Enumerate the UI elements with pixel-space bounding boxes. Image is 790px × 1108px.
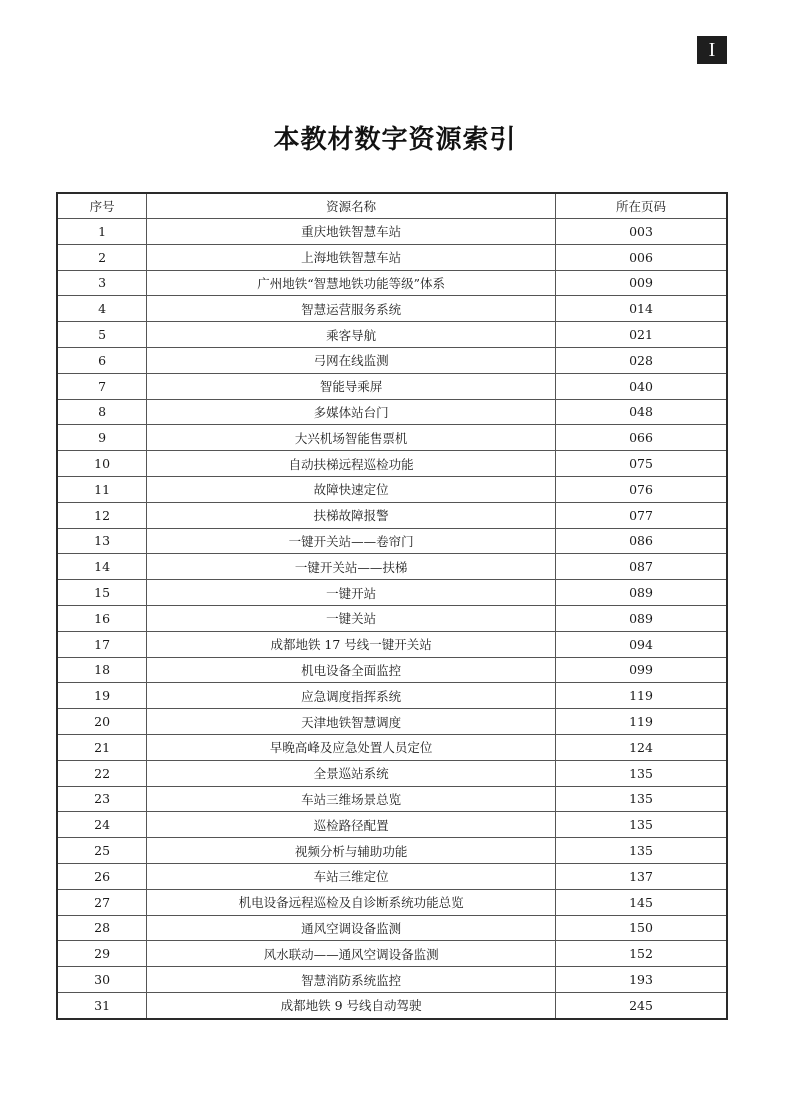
row-index: 18 <box>57 657 147 683</box>
row-page-number: 086 <box>555 528 727 554</box>
row-page-number: 066 <box>555 425 727 451</box>
row-resource-name: 风水联动——通风空调设备监测 <box>147 941 556 967</box>
row-index: 14 <box>57 554 147 580</box>
row-index: 12 <box>57 502 147 528</box>
table-row <box>57 244 727 270</box>
row-index: 26 <box>57 863 147 889</box>
row-page-number: 135 <box>555 838 727 864</box>
row-index: 2 <box>57 244 147 270</box>
row-resource-name: 上海地铁智慧车站 <box>147 244 556 270</box>
row-resource-name: 智慧消防系统监控 <box>147 967 556 993</box>
row-resource-name: 成都地铁 17 号线一键开关站 <box>147 631 556 657</box>
row-page-number: 048 <box>555 399 727 425</box>
table-row <box>57 580 727 606</box>
row-resource-name: 成都地铁 9 号线自动驾驶 <box>147 992 556 1018</box>
row-resource-name: 弓网在线监测 <box>147 347 556 373</box>
row-index: 25 <box>57 838 147 864</box>
row-page-number: 099 <box>555 657 727 683</box>
row-index: 20 <box>57 709 147 735</box>
table-row <box>57 347 727 373</box>
row-page-number: 040 <box>555 373 727 399</box>
resource-index-table <box>56 192 728 1020</box>
row-page-number: 021 <box>555 322 727 348</box>
row-index: 30 <box>57 967 147 993</box>
row-resource-name: 通风空调设备监测 <box>147 915 556 941</box>
row-index: 15 <box>57 580 147 606</box>
row-index: 1 <box>57 219 147 245</box>
row-page-number: 245 <box>555 992 727 1018</box>
row-index: 19 <box>57 683 147 709</box>
header-page: 所在页码 <box>555 193 727 219</box>
row-index: 21 <box>57 734 147 760</box>
table-row <box>57 528 727 554</box>
table-row <box>57 889 727 915</box>
table-row <box>57 322 727 348</box>
row-index: 8 <box>57 399 147 425</box>
row-resource-name: 一键关站 <box>147 605 556 631</box>
row-resource-name: 乘客导航 <box>147 322 556 348</box>
table-row <box>57 863 727 889</box>
table-row <box>57 554 727 580</box>
table-row <box>57 683 727 709</box>
row-index: 27 <box>57 889 147 915</box>
row-index: 24 <box>57 812 147 838</box>
row-resource-name: 天津地铁智慧调度 <box>147 709 556 735</box>
row-index: 17 <box>57 631 147 657</box>
row-page-number: 089 <box>555 605 727 631</box>
row-index: 11 <box>57 476 147 502</box>
row-resource-name: 一键开站 <box>147 580 556 606</box>
header-resource-name: 资源名称 <box>147 193 556 219</box>
row-resource-name: 一键开关站——扶梯 <box>147 554 556 580</box>
page-title: 本教材数字资源索引 <box>273 125 517 155</box>
row-index: 4 <box>57 296 147 322</box>
row-page-number: 152 <box>555 941 727 967</box>
row-page-number: 150 <box>555 915 727 941</box>
table-row <box>57 709 727 735</box>
row-resource-name: 视频分析与辅助功能 <box>147 838 556 864</box>
row-resource-name: 智慧运营服务系统 <box>147 296 556 322</box>
table-row <box>57 838 727 864</box>
row-page-number: 135 <box>555 786 727 812</box>
row-index: 23 <box>57 786 147 812</box>
row-page-number: 193 <box>555 967 727 993</box>
table-row <box>57 631 727 657</box>
row-index: 9 <box>57 425 147 451</box>
row-index: 31 <box>57 992 147 1018</box>
row-page-number: 014 <box>555 296 727 322</box>
row-page-number: 089 <box>555 580 727 606</box>
table-row <box>57 270 727 296</box>
row-resource-name: 机电设备全面监控 <box>147 657 556 683</box>
row-page-number: 003 <box>555 219 727 245</box>
table-row <box>57 992 727 1018</box>
row-index: 7 <box>57 373 147 399</box>
row-resource-name: 重庆地铁智慧车站 <box>147 219 556 245</box>
table-row <box>57 502 727 528</box>
row-resource-name: 早晚高峰及应急处置人员定位 <box>147 734 556 760</box>
table-row <box>57 373 727 399</box>
table-row <box>57 219 727 245</box>
row-resource-name: 扶梯故障报警 <box>147 502 556 528</box>
row-resource-name: 一键开关站——卷帘门 <box>147 528 556 554</box>
table-row <box>57 786 727 812</box>
row-index: 5 <box>57 322 147 348</box>
row-page-number: 006 <box>555 244 727 270</box>
row-page-number: 119 <box>555 709 727 735</box>
header-index: 序号 <box>57 193 147 219</box>
row-resource-name: 机电设备远程巡检及自诊断系统功能总览 <box>147 889 556 915</box>
row-resource-name: 广州地铁“智慧地铁功能等级”体系 <box>147 270 556 296</box>
row-page-number: 077 <box>555 502 727 528</box>
row-resource-name: 全景巡站系统 <box>147 760 556 786</box>
row-page-number: 009 <box>555 270 727 296</box>
row-page-number: 135 <box>555 812 727 838</box>
table-row <box>57 476 727 502</box>
table-row <box>57 451 727 477</box>
row-page-number: 028 <box>555 347 727 373</box>
table-row <box>57 399 727 425</box>
table-row <box>57 425 727 451</box>
row-resource-name: 车站三维场景总览 <box>147 786 556 812</box>
row-page-number: 094 <box>555 631 727 657</box>
row-index: 10 <box>57 451 147 477</box>
row-index: 29 <box>57 941 147 967</box>
row-resource-name: 多媒体站台门 <box>147 399 556 425</box>
row-resource-name: 大兴机场智能售票机 <box>147 425 556 451</box>
row-page-number: 076 <box>555 476 727 502</box>
row-index: 6 <box>57 347 147 373</box>
row-resource-name: 车站三维定位 <box>147 863 556 889</box>
table-row <box>57 605 727 631</box>
table-row <box>57 915 727 941</box>
row-index: 3 <box>57 270 147 296</box>
row-resource-name: 巡检路径配置 <box>147 812 556 838</box>
table-row <box>57 734 727 760</box>
row-page-number: 145 <box>555 889 727 915</box>
row-index: 13 <box>57 528 147 554</box>
table-row <box>57 760 727 786</box>
table-header-row <box>57 193 727 219</box>
row-page-number: 075 <box>555 451 727 477</box>
table-row <box>57 296 727 322</box>
row-page-number: 137 <box>555 863 727 889</box>
table-row <box>57 657 727 683</box>
row-page-number: 087 <box>555 554 727 580</box>
row-page-number: 135 <box>555 760 727 786</box>
row-index: 28 <box>57 915 147 941</box>
page-marker: I <box>697 36 727 64</box>
row-resource-name: 故障快速定位 <box>147 476 556 502</box>
table-body <box>57 219 727 1019</box>
row-page-number: 119 <box>555 683 727 709</box>
table-row <box>57 967 727 993</box>
row-index: 22 <box>57 760 147 786</box>
row-resource-name: 自动扶梯远程巡检功能 <box>147 451 556 477</box>
row-page-number: 124 <box>555 734 727 760</box>
row-resource-name: 应急调度指挥系统 <box>147 683 556 709</box>
table-row <box>57 812 727 838</box>
row-resource-name: 智能导乘屏 <box>147 373 556 399</box>
row-index: 16 <box>57 605 147 631</box>
table-row <box>57 941 727 967</box>
